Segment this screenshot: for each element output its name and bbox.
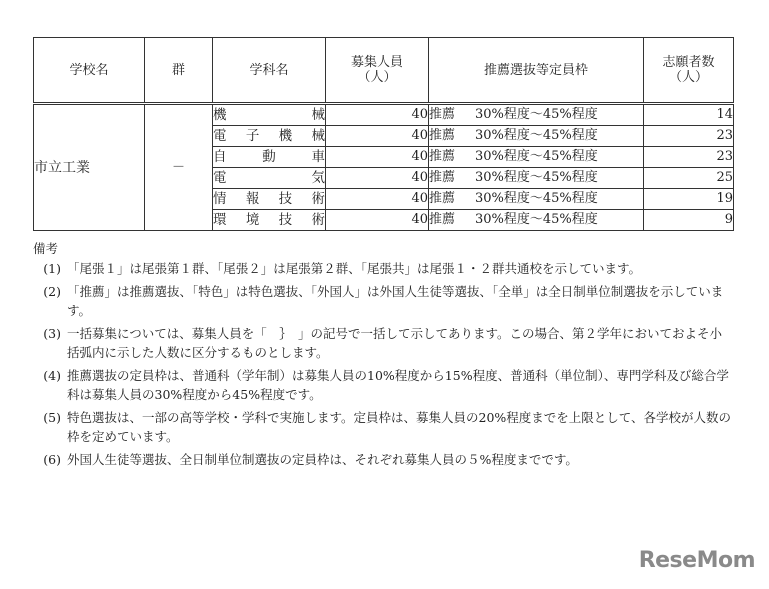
recruit-cell: 40 xyxy=(326,126,429,147)
header-dept: 学科名 xyxy=(213,38,326,104)
dept-char: 電 xyxy=(213,128,227,144)
quota-range: 30%程度～45%程度 xyxy=(475,128,598,143)
quota-type: 推薦 xyxy=(429,212,456,227)
note-item xyxy=(33,450,733,469)
quota-type: 推薦 xyxy=(429,107,456,122)
dept-char: 術 xyxy=(311,212,325,228)
dept-char: 自 xyxy=(213,149,227,165)
school-name-cell: 市立工業 xyxy=(34,104,145,231)
note-number: (4) xyxy=(43,368,61,383)
applicants-cell: 19 xyxy=(644,189,734,210)
header-school: 学校名 xyxy=(34,38,145,104)
notes-list xyxy=(33,259,733,469)
dept-char: 動 xyxy=(262,149,276,165)
quota-range: 30%程度～45%程度 xyxy=(475,191,598,206)
header-recruit xyxy=(326,38,429,104)
note-text: 「推薦」は推薦選抜、「特色」は特色選抜、「外国人」は外国人生徒等選抜、「全単」は全日制単位制選抜を示しています。 xyxy=(67,284,724,318)
note-item xyxy=(33,324,733,362)
dept-char: 技 xyxy=(278,212,293,228)
applicants-cell: 9 xyxy=(644,210,734,231)
note-item xyxy=(33,408,733,446)
recruit-cell: 40 xyxy=(326,168,429,189)
dept-char: 環 xyxy=(213,212,227,228)
dept-char: 情 xyxy=(213,191,227,207)
header-recruit-line2: （人） xyxy=(357,70,397,85)
dept-cell xyxy=(213,147,326,168)
admission-table xyxy=(33,37,734,231)
quota-cell xyxy=(429,126,644,147)
note-item xyxy=(33,366,733,404)
dept-char: 械 xyxy=(311,128,325,144)
header-quota: 推薦選抜等定員枠 xyxy=(429,38,644,104)
note-text: 特色選抜は、一部の高等学校・学科で実施します。定員枠は、募集人員の20%程度までを上限として、各学校が人数の枠を定めています。 xyxy=(67,410,732,444)
note-text: 推薦選抜の定員枠は、普通科（学年制）は募集人員の10%程度から15%程度、普通科（単位制）、専門学科及び総合学科は募集人員の30%程度から45%程度です。 xyxy=(67,368,729,402)
notes-heading: 備考 xyxy=(33,241,59,256)
group-cell: － xyxy=(145,104,213,231)
quota-type: 推薦 xyxy=(429,170,456,185)
dept-char: 技 xyxy=(278,191,293,207)
quota-cell xyxy=(429,210,644,231)
quota-type: 推薦 xyxy=(429,149,456,164)
dept-char: 子 xyxy=(245,128,260,144)
quota-range: 30%程度～45%程度 xyxy=(475,170,598,185)
note-number: (5) xyxy=(43,410,61,425)
resemom-logo: ReseMom xyxy=(638,548,755,573)
table-header-row xyxy=(34,38,734,104)
recruit-cell: 40 xyxy=(326,189,429,210)
applicants-cell: 14 xyxy=(644,104,734,126)
quota-range: 30%程度～45%程度 xyxy=(475,212,598,227)
dept-cell xyxy=(213,189,326,210)
header-applicants xyxy=(644,38,734,104)
note-number: (3) xyxy=(43,326,61,341)
dept-char: 械 xyxy=(311,107,325,123)
header-group: 群 xyxy=(145,38,213,104)
quota-range: 30%程度～45%程度 xyxy=(475,149,598,164)
recruit-cell: 40 xyxy=(326,104,429,126)
note-text: 一括募集については、募集人員を「 ｝ 」の記号で一括して示してあります。この場合、第２学年においておよそ小括弧内に示した人数に区分するものとします。 xyxy=(67,326,723,360)
dept-cell xyxy=(213,168,326,189)
quota-type: 推薦 xyxy=(429,191,456,206)
applicants-cell: 25 xyxy=(644,168,734,189)
note-number: (2) xyxy=(43,284,61,299)
note-item xyxy=(33,282,733,320)
dept-cell xyxy=(213,126,326,147)
dept-cell xyxy=(213,210,326,231)
table-row xyxy=(34,104,734,126)
applicants-cell: 23 xyxy=(644,147,734,168)
note-number: (6) xyxy=(43,452,61,467)
table-body xyxy=(34,104,734,231)
note-number: (1) xyxy=(43,261,61,276)
header-applicants-line2: （人） xyxy=(668,70,708,85)
note-text: 外国人生徒等選抜、全日制単位制選抜の定員枠は、それぞれ募集人員の５%程度までです。 xyxy=(67,452,578,467)
recruit-cell: 40 xyxy=(326,210,429,231)
header-recruit-line1: 募集人員 xyxy=(350,55,403,70)
quota-range: 30%程度～45%程度 xyxy=(475,107,598,122)
dept-char: 電 xyxy=(213,170,227,186)
dept-char: 車 xyxy=(311,149,325,165)
dept-char: 術 xyxy=(311,191,325,207)
quota-cell xyxy=(429,189,644,210)
quota-cell xyxy=(429,168,644,189)
header-applicants-line1: 志願者数 xyxy=(662,55,715,70)
dept-char: 機 xyxy=(278,128,293,144)
quota-type: 推薦 xyxy=(429,128,456,143)
quota-cell xyxy=(429,147,644,168)
quota-cell xyxy=(429,104,644,126)
note-item xyxy=(33,259,733,278)
dept-char: 機 xyxy=(213,107,227,123)
applicants-cell: 23 xyxy=(644,126,734,147)
notes-section xyxy=(33,239,733,473)
dept-cell xyxy=(213,104,326,126)
dept-char: 気 xyxy=(311,170,325,186)
note-text: 「尾張１」は尾張第１群、「尾張２」は尾張第２群、「尾張共」は尾張１・２群共通校を示しています。 xyxy=(67,261,642,276)
dept-char: 境 xyxy=(245,212,260,228)
dept-char: 報 xyxy=(245,191,260,207)
recruit-cell: 40 xyxy=(326,147,429,168)
